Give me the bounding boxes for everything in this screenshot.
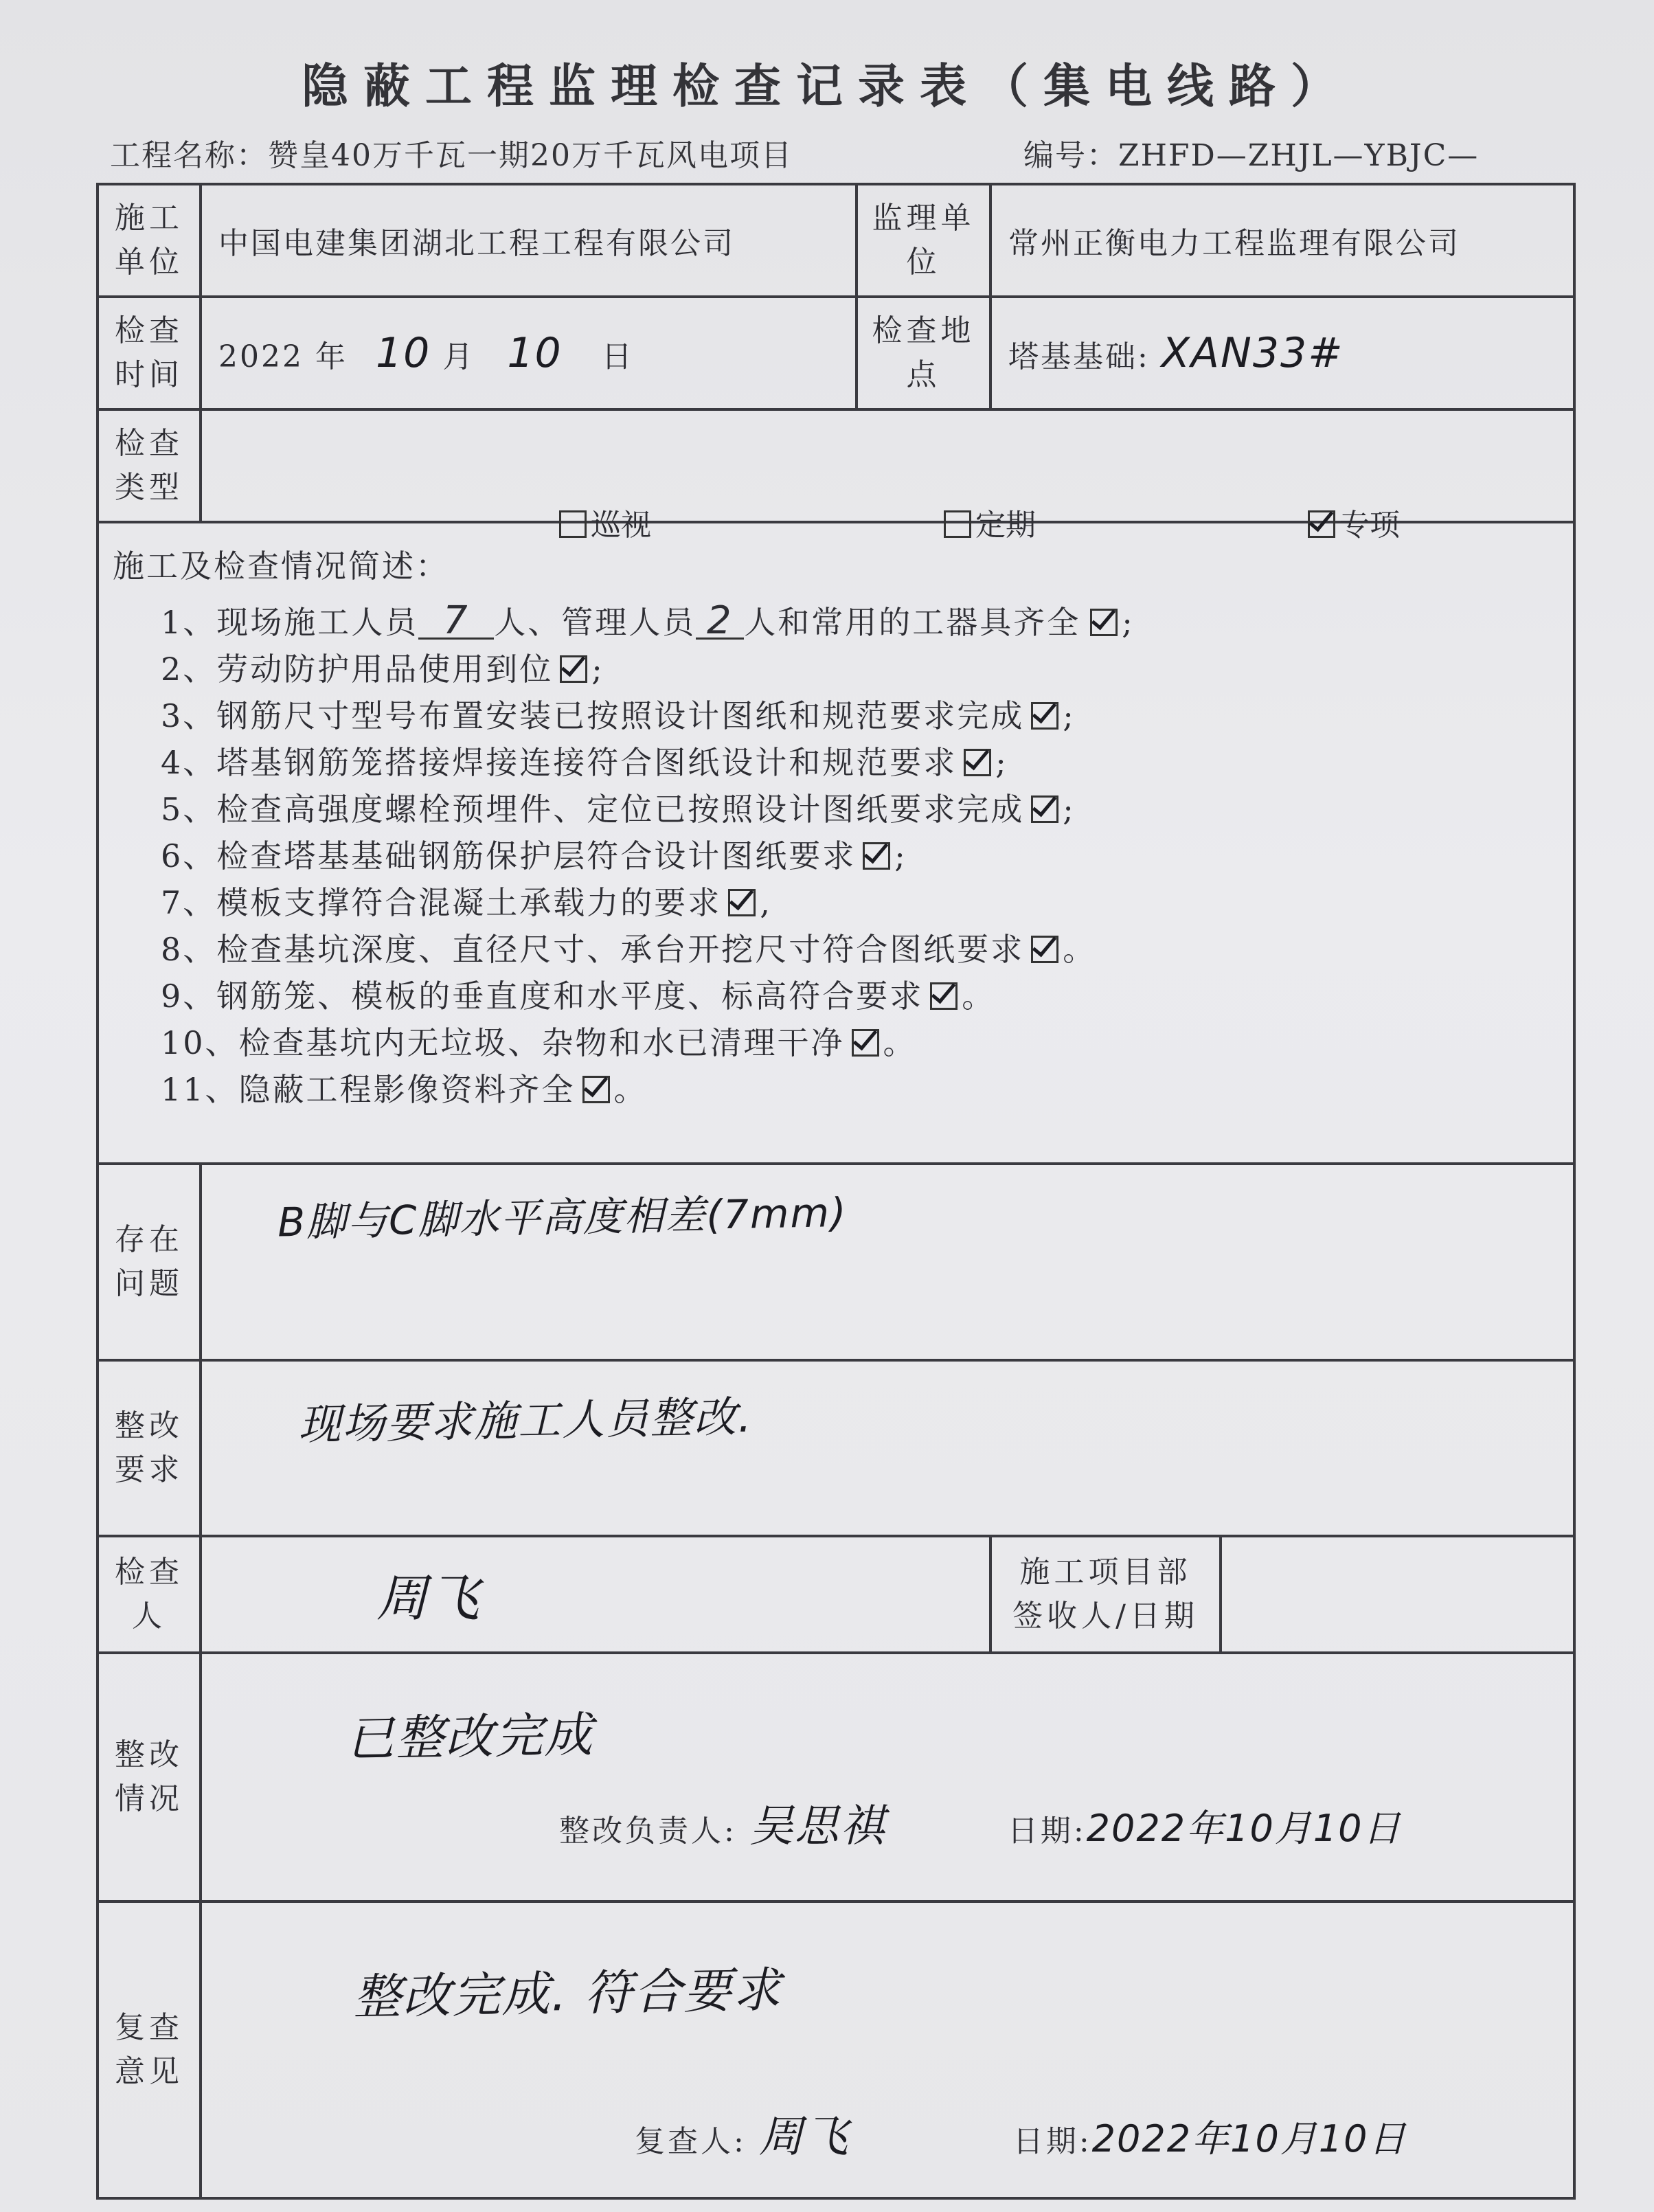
supervision-unit-value: 常州正衡电力工程监理有限公司 [990,184,1574,297]
checked-checkbox-icon [1031,795,1058,823]
project-name-line [110,131,793,174]
item-text: 4、塔基钢筋笼搭接焊接连接符合图纸设计和规范要求 [161,744,958,781]
summary-item [113,739,1573,786]
item-text: 9、钢筋笼、模板的垂直度和水平度、标高符合要求 [161,978,924,1015]
option-periodic[interactable] [944,500,1036,544]
supervision-unit-label: 监理单位 [857,184,990,297]
option-special[interactable] [1308,500,1400,544]
inspector-signature: 周飞 [376,1569,481,1628]
item1-suffix: 人和常用的工器具齐全 [744,604,1081,641]
rectify-date-label: 日期: [1007,1814,1087,1849]
day-suffix: 日 [601,339,634,374]
item-end: ; [1063,697,1076,734]
summary-intro: 施工及检查情况简述： [113,548,449,585]
problems-row [98,1164,1574,1360]
review-date-handwritten: 2022年10月10日 [1091,2117,1407,2160]
rectify-status-row [98,1653,1574,1901]
item-end: , [760,884,772,921]
review-handwritten: 整改完成. 符合要求 [352,1961,783,2026]
item-end: ; [591,651,604,688]
item-end: 。 [962,978,996,1015]
summary-item [113,833,1573,879]
option-patrol-label: 巡视 [591,508,651,543]
managers-count-handwritten: 2 [696,605,744,640]
summary-row [98,522,1574,1164]
item-end: 。 [613,1071,648,1108]
units-row [98,184,1574,297]
item-text: 7、模板支撑符合混凝土承载力的要求 [161,884,722,921]
form-title: 隐蔽工程监理检查记录表（集电线路） [301,59,1352,114]
month-suffix: 月 [442,339,475,374]
summary-item [113,1066,1573,1113]
receipt-label: 施工项目部签收人/日期 [990,1536,1221,1653]
inspection-form-table [96,183,1576,2200]
checked-checkbox-icon [863,842,890,870]
reviewer-label: 复查人: [635,2124,747,2159]
checkbox-icon [944,510,971,538]
summary-item [113,786,1573,833]
checked-checkbox-icon [1031,936,1058,963]
review-label: 复查意见 [98,1901,201,2198]
form-number-line [1023,131,1479,174]
item-end: 。 [1063,931,1097,968]
check-type-options [201,409,1574,543]
receipt-value [1221,1536,1574,1653]
checked-checkbox-icon [930,982,958,1010]
day-handwritten: 10 [507,329,563,377]
summary-item [113,879,1573,926]
item-end: ; [894,837,907,874]
inspector-label: 检查人 [98,1536,201,1653]
problems-handwritten: B脚与C脚水平高度相差(7mm) [277,1188,848,1246]
project-name-value: 赞皇40万千瓦一期20万千瓦风电项目 [268,138,793,173]
item1-end: ; [1122,604,1135,641]
check-place-value [990,297,1574,409]
problems-cell [201,1164,1574,1360]
time-place-row [98,297,1574,409]
checked-checkbox-icon [728,889,756,916]
year-value: 2022 [218,339,304,374]
inspector-row [98,1536,1574,1653]
summary-item [113,926,1573,973]
checkbox-icon [559,510,587,538]
reviewer-line [635,2101,1573,2165]
review-row [98,1901,1574,2198]
item-text: 11、隐蔽工程影像资料齐全 [161,1071,576,1108]
checked-checkbox-icon [582,1076,610,1103]
project-name-label: 工程名称： [110,138,268,173]
review-date-label: 日期: [1012,2124,1092,2159]
tower-base-handwritten: XAN33# [1161,329,1344,377]
checked-checkbox-icon [1031,702,1058,730]
review-cell [201,1901,1574,2198]
rectify-requirement-cell [201,1360,1574,1536]
rectify-status-handwritten: 已整改完成 [345,1706,594,1768]
construction-unit-label: 施工单位 [98,184,201,297]
item-text: 3、钢筋尺寸型号布置安装已按照设计图纸和规范要求完成 [161,697,1025,734]
summary-item [113,646,1573,692]
item-text: 10、检查基坑内无垃圾、杂物和水已清理干净 [161,1024,845,1061]
rectify-owner-signature: 吴思祺 [749,1801,885,1852]
item-text: 6、检查塔基基础钢筋保护层符合设计图纸要求 [161,837,857,874]
inspector-cell [201,1536,990,1653]
item-text: 5、检查高强度螺栓预埋件、定位已按照设计图纸要求完成 [161,791,1025,828]
summary-item [113,1019,1573,1066]
form-number-value: ZHFD—ZHJL—YBJC— [1118,138,1480,173]
reviewer-signature: 周飞 [758,2112,850,2163]
check-type-row [98,409,1574,522]
item-text: 8、检查基坑深度、直径尺寸、承台开挖尺寸符合图纸要求 [161,931,1025,968]
item-end: ; [1063,791,1076,828]
summary-item [113,599,1573,646]
rectify-owner-line [559,1791,1573,1854]
tower-base-label: 塔基基础: [1008,339,1150,374]
rectify-requirement-handwritten: 现场要求施工人员整改. [297,1391,754,1450]
form-number-label: 编号： [1023,138,1118,173]
summary-cell [98,522,1574,1164]
rectify-status-cell [201,1653,1574,1901]
rectify-owner-label: 整改负责人: [559,1814,737,1849]
problems-label: 存在问题 [98,1164,201,1360]
check-type-label: 检查类型 [98,409,201,522]
rectify-date-handwritten: 2022年10月10日 [1086,1807,1402,1850]
checked-checkbox-icon [560,655,587,683]
item-end: 。 [883,1024,917,1061]
month-handwritten: 10 [375,329,431,377]
check-time-label: 检查时间 [98,297,201,409]
item-end: ; [995,744,1008,781]
checked-checkbox-icon [1090,609,1118,636]
year-suffix: 年 [315,339,348,374]
check-place-label: 检查地点 [857,297,990,409]
item1-mid: 人、管理人员 [494,604,696,641]
rectify-requirement-row [98,1360,1574,1536]
construction-unit-value: 中国电建集团湖北工程工程有限公司 [201,184,857,297]
option-special-label: 专项 [1339,508,1400,543]
checked-checkbox-icon [852,1029,879,1057]
summary-item [113,692,1573,739]
rectify-requirement-label: 整改要求 [98,1360,201,1536]
checked-checkbox-icon [964,749,991,776]
item-text: 2、劳动防护用品使用到位 [161,651,554,688]
rectify-status-label: 整改情况 [98,1653,201,1901]
option-periodic-label: 定期 [975,508,1036,543]
workers-count-handwritten: 7 [418,605,494,640]
check-time-value [201,297,857,409]
item1-prefix: 1、现场施工人员 [161,604,419,641]
summary-item [113,973,1573,1019]
option-patrol[interactable] [559,500,651,544]
checked-checkbox-icon [1308,510,1335,538]
